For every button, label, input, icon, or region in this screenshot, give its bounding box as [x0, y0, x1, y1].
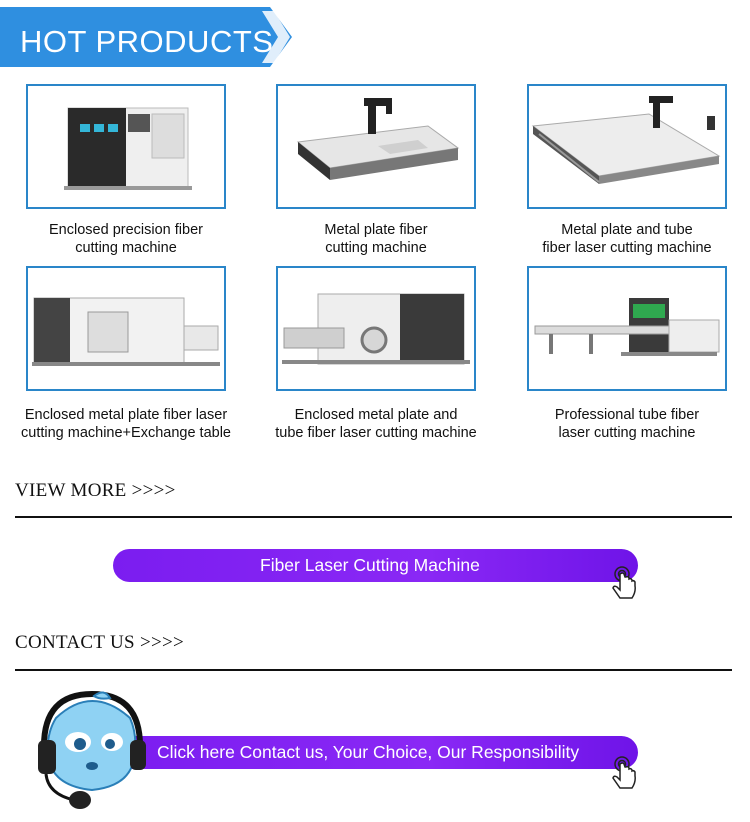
contact-us-heading[interactable]: CONTACT US >>>> [15, 632, 185, 653]
fiber-laser-cutting-machine-button[interactable] [113, 549, 638, 582]
product-caption [256, 406, 496, 442]
product-image[interactable] [527, 84, 727, 209]
product-image[interactable] [276, 266, 476, 391]
product-caption [507, 406, 747, 442]
product-image[interactable] [26, 84, 226, 209]
caption-line: Enclosed precision fiber [49, 222, 203, 238]
button-label: Click here Contact us, Your Choice, Our Responsibility [157, 742, 580, 762]
product-image[interactable] [26, 266, 226, 391]
contact-us-button[interactable] [113, 736, 638, 769]
caption-line: Metal plate and tube [561, 222, 693, 238]
product-caption [256, 221, 496, 257]
caption-line: Metal plate fiber [324, 222, 428, 238]
caption-line: fiber laser cutting machine [542, 240, 712, 256]
hand-pointer-icon [610, 566, 642, 606]
caption-line: Enclosed metal plate and [294, 407, 458, 423]
divider [15, 669, 732, 671]
product-caption [6, 406, 246, 442]
product-caption [507, 221, 747, 257]
caption-line: cutting machine [75, 240, 177, 256]
divider [15, 516, 732, 518]
caption-line: Enclosed metal plate fiber laser [24, 407, 228, 423]
customer-service-mascot-icon [34, 686, 152, 814]
hot-products-banner [0, 7, 292, 67]
product-caption [6, 221, 246, 257]
caption-line: Professional tube fiber [554, 407, 700, 423]
caption-line: laser cutting machine [558, 425, 696, 441]
caption-line: tube fiber laser cutting machine [275, 425, 477, 441]
caption-line: cutting machine [325, 240, 427, 256]
product-image[interactable] [276, 84, 476, 209]
view-more-heading[interactable]: VIEW MORE >>>> [15, 480, 176, 501]
caption-line: cutting machine+Exchange table [21, 425, 231, 441]
product-image[interactable] [527, 266, 727, 391]
hand-pointer-icon [610, 756, 642, 796]
button-label: Fiber Laser Cutting Machine [260, 555, 480, 575]
banner-title: HOT PRODUCTS [20, 24, 274, 59]
